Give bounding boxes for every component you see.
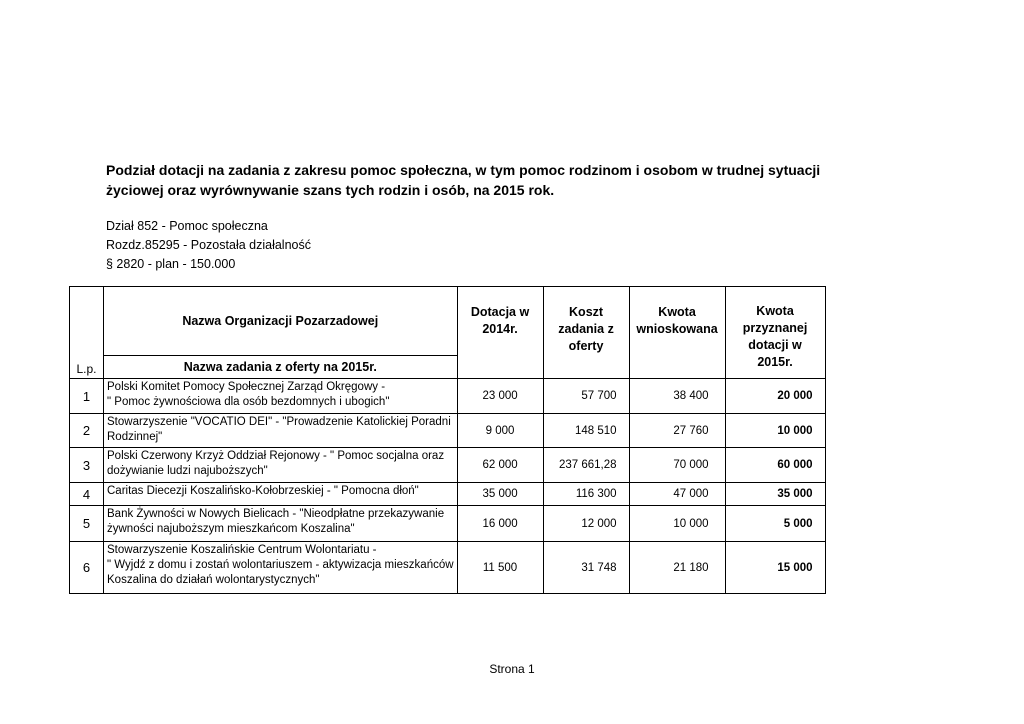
table-body [70, 287, 826, 594]
row-cost: 31 748 [543, 542, 629, 594]
task-line: Koszalina do działań wolontarystycznych" [107, 574, 320, 586]
row-requested: 38 400 [629, 379, 725, 414]
task-line: żywności najuboższym mieszkańcom Koszalina" [107, 523, 355, 535]
row-lp: 5 [70, 506, 104, 542]
row-granted: 5 000 [725, 506, 825, 542]
task-line: Polski Czerwony Krzyż Oddział Rejonowy - " Pomoc socjalna oraz [107, 450, 445, 462]
task-line: Stowarzyszenie Koszalińskie Centrum Wolontariatu - [107, 544, 377, 556]
document-title [106, 160, 821, 200]
row-subsidy-2014: 23 000 [457, 379, 543, 414]
row-lp: 4 [70, 483, 104, 506]
row-cost: 57 700 [543, 379, 629, 414]
row-subsidy-2014: 16 000 [457, 506, 543, 542]
dzial-label: Dział 852 - Pomoc społeczna [106, 219, 268, 233]
row-task [104, 542, 458, 594]
row-task [104, 379, 458, 414]
title-line-2: życiowej oraz wyrównywanie szans tych rodzin i osób, na 2015 rok. [106, 182, 555, 198]
row-cost: 237 661,28 [543, 448, 629, 483]
row-task [104, 448, 458, 483]
table-row [70, 379, 826, 414]
header-requested: Kwota wnioskowana [629, 287, 725, 379]
task-line: Polski Komitet Pomocy Społecznej Zarząd Okręgowy - [107, 381, 386, 393]
title-line-1: Podział dotacji na zadania z zakresu pomoc społeczna, w tym pomoc rodzinom i osobom w trudnej sytuacji [106, 162, 821, 178]
row-lp: 6 [70, 542, 104, 594]
row-requested: 70 000 [629, 448, 725, 483]
row-cost: 116 300 [543, 483, 629, 506]
row-cost: 148 510 [543, 414, 629, 448]
task-line: Bank Żywności w Nowych Bielicach - "Nieodpłatne przekazywanie [107, 508, 445, 520]
task-line: " Wyjdź z domu i zostań wolontariuszem - aktywizacja mieszkańców [107, 559, 454, 571]
table-row [70, 542, 826, 594]
task-line: Rodzinnej" [107, 431, 163, 443]
row-subsidy-2014: 9 000 [457, 414, 543, 448]
row-subsidy-2014: 62 000 [457, 448, 543, 483]
header-lp: L.p. [70, 287, 104, 379]
row-granted: 60 000 [725, 448, 825, 483]
budget-classification [106, 217, 311, 274]
page-number: Strona 1 [489, 662, 535, 676]
table-row [70, 448, 826, 483]
row-lp: 3 [70, 448, 104, 483]
row-task [104, 483, 458, 506]
header-row [70, 287, 826, 356]
row-requested: 27 760 [629, 414, 725, 448]
row-requested: 10 000 [629, 506, 725, 542]
row-subsidy-2014: 11 500 [457, 542, 543, 594]
task-line: Caritas Diecezji Koszalińsko-Kołobrzeskiej - " Pomocna dłoń" [107, 485, 419, 497]
row-requested: 21 180 [629, 542, 725, 594]
table-row [70, 506, 826, 542]
row-task [104, 506, 458, 542]
task-line: " Pomoc żywnościowa dla osób bezdomnych i ubogich" [107, 396, 390, 408]
header-subsidy-2014: Dotacja w 2014r. [457, 287, 543, 379]
header-cost: Koszt zadania z oferty [543, 287, 629, 379]
subsidy-table [69, 286, 826, 594]
paragraf-label: § 2820 - plan - 150.000 [106, 257, 236, 271]
rozdzial-label: Rozdz.85295 - Pozostała działalność [106, 238, 311, 252]
row-cost: 12 000 [543, 506, 629, 542]
header-granted: Kwota przyznanej dotacji w 2015r. [725, 287, 825, 379]
row-task [104, 414, 458, 448]
row-lp: 2 [70, 414, 104, 448]
header-task: Nazwa zadania z oferty na 2015r. [104, 356, 458, 379]
row-granted: 20 000 [725, 379, 825, 414]
header-organization: Nazwa Organizacji Pozarzadowej [104, 287, 458, 356]
table-row [70, 414, 826, 448]
row-granted: 10 000 [725, 414, 825, 448]
row-requested: 47 000 [629, 483, 725, 506]
row-subsidy-2014: 35 000 [457, 483, 543, 506]
task-line: Stowarzyszenie "VOCATIO DEI" - "Prowadzenie Katolickiej Poradni [107, 416, 451, 428]
row-granted: 15 000 [725, 542, 825, 594]
row-granted: 35 000 [725, 483, 825, 506]
row-lp: 1 [70, 379, 104, 414]
table-row [70, 483, 826, 506]
task-line: dożywianie ludzi najuboższych" [107, 465, 268, 477]
